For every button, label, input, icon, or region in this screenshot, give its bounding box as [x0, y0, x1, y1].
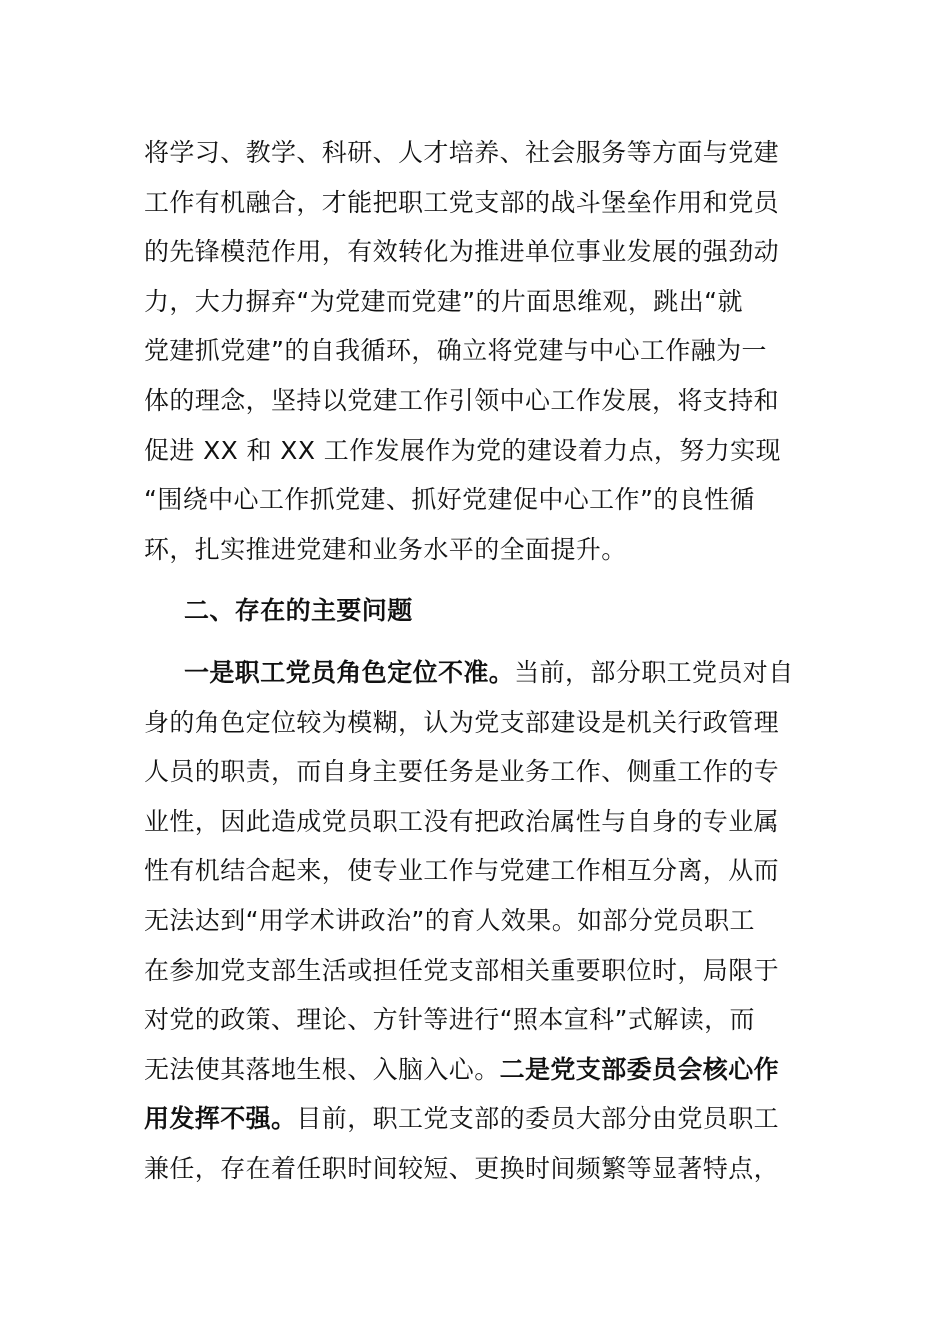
paragraph-spacer [144, 636, 806, 648]
text-line: 党建抓党建”的自我循环，确立将党建与中心工作融为一 [144, 336, 767, 366]
text-line: 人员的职责，而自身主要任务是业务工作、侧重工作的专 [144, 757, 780, 787]
text-line: 工作有机融合，才能把职工党支部的战斗堡垒作用和党员 [144, 187, 780, 217]
text-line: 的先锋模范作用，有效转化为推进单位事业发展的强劲动 [144, 237, 780, 267]
section-heading: 二、存在的主要问题 [184, 596, 413, 626]
document-body [144, 128, 806, 1193]
text-run: 目前，职工党支部的委员大部分由党员职工 [296, 1104, 780, 1134]
text-line [144, 1045, 806, 1095]
text-line: 对党的政策、理论、方针等进行“照本宣科”式解读，而 [144, 1005, 755, 1035]
text-run: 无法使其落地生根、入脑入心。 [144, 1054, 500, 1084]
bold-lead: 一是职工党员角色定位不准。 [184, 657, 515, 687]
paragraph-spacer [144, 574, 806, 586]
bold-lead: 二是党支部委员会核心作 [499, 1054, 780, 1084]
text-line: 促进 XX 和 XX 工作发展作为党的建设着力点，努力实现 [144, 435, 781, 465]
text-line: 性有机结合起来，使专业工作与党建工作相互分离，从而 [144, 856, 780, 886]
text-line: 环，扎实推进党建和业务水平的全面提升。 [144, 534, 627, 564]
text-line: 力，大力摒弃“为党建而党建”的片面思维观，跳出“就 [144, 286, 743, 316]
text-line: 将学习、教学、科研、人才培养、社会服务等方面与党建 [144, 138, 780, 167]
text-line [144, 648, 806, 698]
bold-lead: 用发挥不强。 [144, 1104, 297, 1134]
text-line: 在参加党支部生活或担任党支部相关重要职位时，局限于 [144, 955, 780, 985]
text-line: 无法达到“用学术讲政治”的育人效果。如部分党员职工 [144, 905, 755, 935]
text-line: “围绕中心工作抓党建、抓好党建促中心工作”的良性循 [144, 485, 755, 515]
text-line: 体的理念，坚持以党建工作引领中心工作发展，将支持和 [144, 385, 780, 415]
text-line: 兼任，存在着任职时间较短、更换时间频繁等显著特点， [144, 1153, 780, 1183]
text-run: 当前，部分职工党员对自 [514, 657, 794, 687]
text-line: 业性，因此造成党员职工没有把政治属性与自身的专业属 [144, 806, 780, 836]
text-line [144, 1094, 806, 1144]
text-line: 身的角色定位较为模糊，认为党支部建设是机关行政管理 [144, 707, 780, 737]
